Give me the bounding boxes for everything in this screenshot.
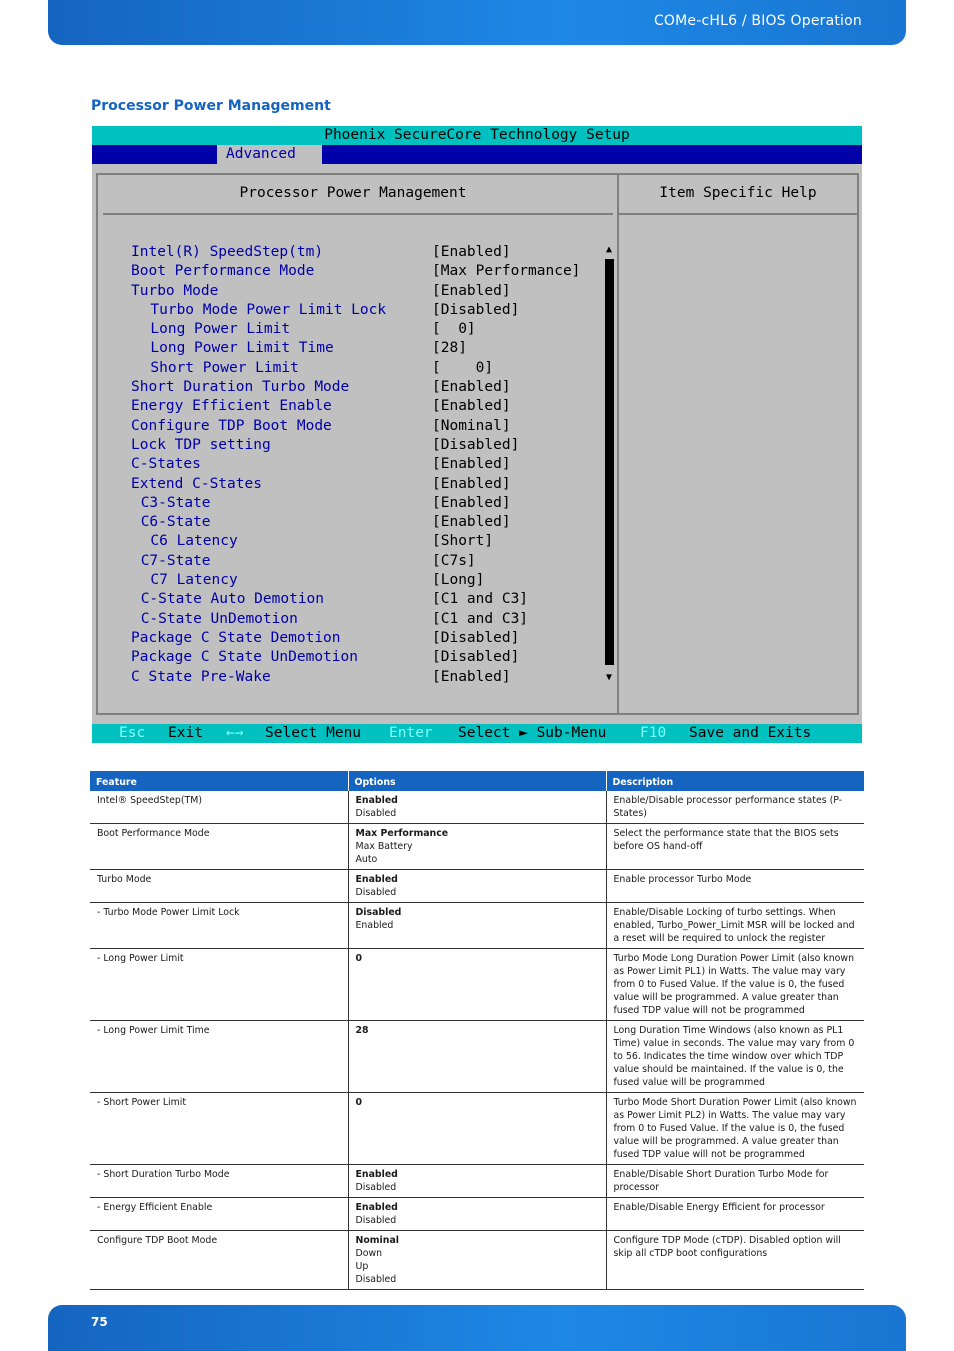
page-footer <box>48 1305 906 1351</box>
bios-setting-label: Package C State Demotion <box>131 629 341 646</box>
bios-setting-value[interactable]: [Enabled] <box>432 494 511 511</box>
feature-cell: - Long Power Limit <box>90 949 348 1021</box>
table-row <box>90 791 864 824</box>
bios-setting-label: C3-State <box>140 494 211 511</box>
bios-setting-value[interactable]: [28] <box>432 340 467 357</box>
bios-title: Phoenix SecureCore Technology Setup <box>92 126 862 145</box>
bios-setting-value[interactable]: [Enabled] <box>432 379 511 396</box>
bios-setting-row[interactable] <box>98 668 619 687</box>
bios-setting-label: C-State UnDemotion <box>140 610 298 627</box>
bios-setting-label: Long Power Limit Time <box>150 340 334 357</box>
bios-setting-value[interactable]: [Long] <box>432 572 485 589</box>
table-row <box>90 949 864 1021</box>
default-option: Disabled <box>355 907 402 918</box>
bios-setting-label: C-State Auto Demotion <box>140 591 325 608</box>
bios-setting-value[interactable]: [C1 and C3] <box>432 591 529 608</box>
bios-setting-row[interactable] <box>98 494 619 513</box>
bios-setting-row[interactable] <box>98 648 619 667</box>
bios-setting-value[interactable]: [C7s] <box>432 552 476 569</box>
section-title: Processor Power Management <box>91 98 331 114</box>
bios-setting-row[interactable] <box>98 339 619 358</box>
key-action-label: Save and Exits <box>689 725 812 741</box>
description-cell: Enable processor Turbo Mode <box>606 870 864 903</box>
bios-setting-label: Intel(R) SpeedStep(tm) <box>131 244 324 260</box>
bios-setting-value[interactable]: [Enabled] <box>432 456 511 473</box>
options-cell <box>348 1231 606 1290</box>
feature-cell: - Long Power Limit Time <box>90 1021 348 1093</box>
bios-setting-value[interactable]: [Disabled] <box>432 649 520 666</box>
page-number: 75 <box>91 1315 108 1329</box>
default-option: Enabled <box>355 1169 398 1180</box>
bios-setting-value[interactable]: [Max Performance] <box>432 263 581 280</box>
options-cell <box>348 1093 606 1165</box>
description-cell: Enable/Disable Locking of turbo settings. When enabled, Turbo_Power_Limit MSR will be locked and a reset will be required to unlock the register <box>606 903 864 949</box>
option: Up <box>355 1261 369 1272</box>
option: Disabled <box>355 1215 397 1226</box>
feature-cell: Boot Performance Mode <box>90 824 348 870</box>
bios-setting-label: C6-State <box>140 514 211 531</box>
table-row <box>90 1021 864 1093</box>
bios-setting-value[interactable]: [C1 and C3] <box>432 610 529 627</box>
bios-screenshot <box>92 126 862 743</box>
option: Down <box>355 1248 383 1259</box>
default-option: Nominal <box>355 1235 399 1246</box>
column-header-description: Description <box>606 771 864 791</box>
bios-setting-label: Package C State UnDemotion <box>131 649 358 666</box>
bios-setting-row[interactable] <box>98 513 619 532</box>
feature-cell: - Turbo Mode Power Limit Lock <box>90 903 348 949</box>
bios-setting-label: Extend C-States <box>131 475 262 492</box>
option: Disabled <box>355 808 397 819</box>
feature-cell: - Energy Efficient Enable <box>90 1198 348 1231</box>
option: Disabled <box>355 1274 397 1285</box>
feature-cell: - Short Duration Turbo Mode <box>90 1165 348 1198</box>
panel-heading: Processor Power Management <box>239 185 467 201</box>
bios-setting-value[interactable]: [Enabled] <box>432 475 511 492</box>
feature-cell: Configure TDP Boot Mode <box>90 1231 348 1290</box>
bios-setting-value[interactable]: [Enabled] <box>432 668 511 685</box>
bios-setting-label: C6 Latency <box>150 533 238 550</box>
bios-setting-value[interactable]: [Nominal] <box>432 417 511 434</box>
bios-setting-row[interactable] <box>98 552 619 571</box>
bios-setting-value[interactable]: [Disabled] <box>432 629 520 646</box>
description-cell: Enable/Disable processor performance states (P-States) <box>606 791 864 824</box>
option: Disabled <box>355 1182 397 1193</box>
page-header <box>48 0 906 45</box>
option: Enabled <box>355 920 394 931</box>
default-option: 0 <box>355 1097 363 1108</box>
bios-setting-value[interactable]: [Enabled] <box>432 244 511 260</box>
description-cell: Long Duration Time Windows (also known as PL1 Time) value in seconds. The value may vary from 0 to 56. Indicates the time window over which TDP value should be maintained. If the value is 0, the fused value will be programmed <box>606 1021 864 1093</box>
default-option: Enabled <box>355 1202 398 1213</box>
default-option: Max Performance <box>355 828 449 839</box>
bios-setting-row[interactable] <box>98 629 619 648</box>
bios-setting-row[interactable] <box>98 475 619 494</box>
description-cell: Enable/Disable Short Duration Turbo Mode for processor <box>606 1165 864 1198</box>
options-cell <box>348 949 606 1021</box>
bios-setting-row[interactable] <box>98 378 619 397</box>
bios-setting-value[interactable]: [Short] <box>432 533 494 550</box>
options-cell <box>348 1165 606 1198</box>
bios-setting-row[interactable] <box>98 262 619 281</box>
bios-setting-row[interactable] <box>98 243 619 262</box>
description-cell: Configure TDP Mode (cTDP). Disabled option will skip all cTDP boot configurations <box>606 1231 864 1290</box>
default-option: Enabled <box>355 795 398 806</box>
options-cell <box>348 870 606 903</box>
key-action-label: Select Menu <box>265 725 362 741</box>
scroll-thumb[interactable] <box>605 259 614 665</box>
feature-table <box>90 771 864 1290</box>
bios-setting-label: C State Pre-Wake <box>131 668 271 685</box>
bios-key-legend <box>92 724 862 743</box>
column-header-options: Options <box>348 771 606 791</box>
bios-setting-value[interactable]: [Disabled] <box>432 301 520 318</box>
bios-setting-label: C7 Latency <box>150 572 238 589</box>
scroll-up-arrow-icon[interactable]: ▲ <box>605 244 613 255</box>
scrollbar[interactable] <box>604 245 614 685</box>
bios-setting-row[interactable] <box>98 455 619 474</box>
bios-setting-label: Short Duration Turbo Mode <box>131 379 350 396</box>
bios-settings-list <box>98 243 619 687</box>
options-cell <box>348 1198 606 1231</box>
bios-setting-label: Lock TDP setting <box>131 436 271 453</box>
bios-setting-row[interactable] <box>98 282 619 301</box>
bios-setting-row[interactable] <box>98 590 619 609</box>
bios-menu-bar <box>92 145 862 164</box>
description-cell: Enable/Disable Energy Efficient for processor <box>606 1198 864 1231</box>
bios-setting-row[interactable] <box>98 301 619 320</box>
bios-setting-row[interactable] <box>98 532 619 551</box>
key-action-label: Exit <box>168 725 203 741</box>
bios-setting-row[interactable] <box>98 320 619 339</box>
table-row <box>90 1231 864 1290</box>
help-divider <box>619 213 857 215</box>
bios-setting-label: Long Power Limit <box>150 321 291 338</box>
bios-setting-label: C7-State <box>140 552 211 569</box>
tab-advanced[interactable]: Advanced <box>217 145 322 164</box>
options-cell <box>348 791 606 824</box>
description-cell: Turbo Mode Short Duration Power Limit (also known as Power Limit PL2) in Watts. The value may vary from 0 to Fused Value. If the value is 0, the fused value will be programmed. A value greater than fused TDP value will not be programmed <box>606 1093 864 1165</box>
table-row <box>90 903 864 949</box>
bios-setting-row[interactable] <box>98 436 619 455</box>
bios-setting-row[interactable] <box>98 359 619 378</box>
option: Max Battery <box>355 841 413 852</box>
table-row <box>90 870 864 903</box>
key-hint: F10 <box>640 725 667 741</box>
bios-setting-value[interactable]: [Enabled] <box>432 398 511 415</box>
table-row <box>90 824 864 870</box>
default-option: 28 <box>355 1025 369 1036</box>
bios-setting-label: Boot Performance Mode <box>131 263 315 280</box>
help-heading: Item Specific Help <box>659 185 817 201</box>
feature-cell: - Short Power Limit <box>90 1093 348 1165</box>
column-header-feature: Feature <box>90 771 348 791</box>
bios-setting-value[interactable]: [ 0] <box>432 359 494 376</box>
option: Auto <box>355 854 378 865</box>
bios-setting-row[interactable] <box>98 610 619 629</box>
bios-setting-label: Turbo Mode <box>131 282 219 299</box>
bios-setting-label: Energy Efficient Enable <box>131 398 332 415</box>
table-row <box>90 1165 864 1198</box>
bios-setting-row[interactable] <box>98 417 619 436</box>
bios-setting-value[interactable]: [ 0] <box>432 321 476 338</box>
key-action-label: Select ► Sub-Menu <box>458 725 607 741</box>
bios-setting-row[interactable] <box>98 571 619 590</box>
bios-setting-row[interactable] <box>98 397 619 416</box>
bios-settings-panel <box>96 173 617 715</box>
description-cell: Turbo Mode Long Duration Power Limit (also known as Power Limit PL1) in Watts. The value may vary from 0 to Fused Value. If the value is 0, the fused value will be programmed. A value greater than fused TDP value will not be programmed <box>606 949 864 1021</box>
scroll-down-arrow-icon[interactable]: ▼ <box>605 672 613 683</box>
options-cell <box>348 903 606 949</box>
panel-divider <box>103 213 613 215</box>
bios-setting-value[interactable]: [Disabled] <box>432 436 520 453</box>
key-hint: Enter <box>389 725 433 741</box>
feature-cell: Intel® SpeedStep(TM) <box>90 791 348 824</box>
bios-setting-label: Short Power Limit <box>150 359 299 376</box>
bios-setting-value[interactable]: [Enabled] <box>432 514 511 531</box>
key-hint: ←→ <box>226 725 244 741</box>
table-row <box>90 1093 864 1165</box>
table-header-row <box>90 771 864 791</box>
option: Disabled <box>355 887 397 898</box>
bios-setting-value[interactable]: [Enabled] <box>432 282 511 299</box>
item-help-panel <box>617 173 859 715</box>
bios-setting-label: C-States <box>131 456 201 473</box>
bios-setting-label: Turbo Mode Power Limit Lock <box>150 301 387 318</box>
table-row <box>90 1198 864 1231</box>
options-cell <box>348 824 606 870</box>
default-option: Enabled <box>355 874 398 885</box>
header-title: COMe-cHL6 / BIOS Operation <box>653 13 862 29</box>
default-option: 0 <box>355 953 363 964</box>
description-cell: Select the performance state that the BIOS sets before OS hand-off <box>606 824 864 870</box>
bios-setting-label: Configure TDP Boot Mode <box>131 417 332 434</box>
options-cell <box>348 1021 606 1093</box>
feature-cell: Turbo Mode <box>90 870 348 903</box>
key-hint: Esc <box>119 725 146 741</box>
